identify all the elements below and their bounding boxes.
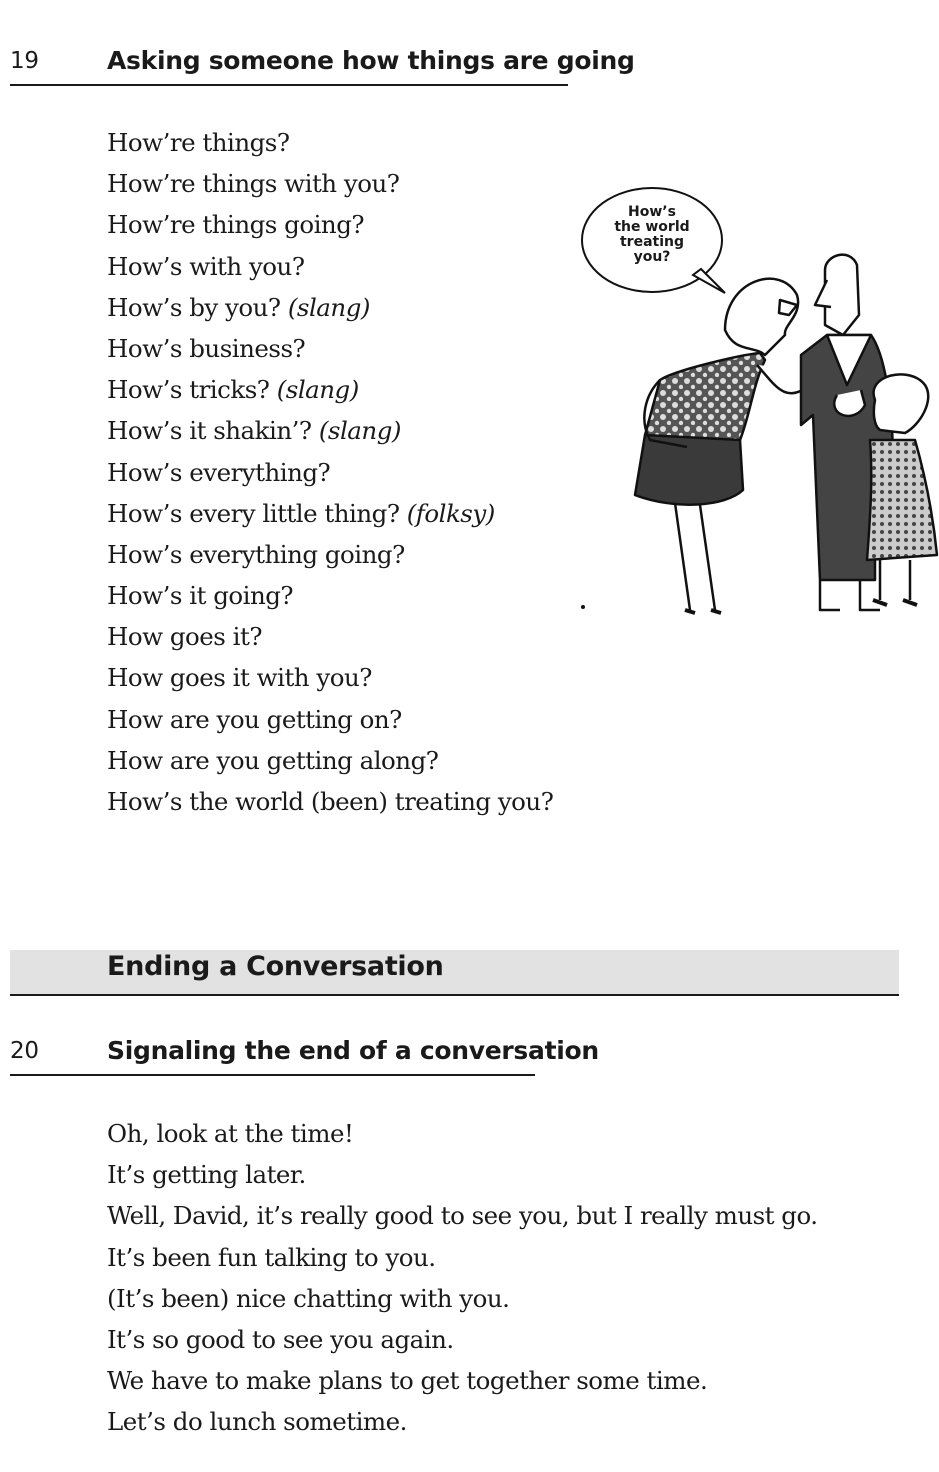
phrase-text: How’s the world (been) treating you? [107, 787, 554, 816]
phrase-item [107, 1360, 818, 1401]
phrase-item [107, 657, 553, 698]
phrase-item [107, 1195, 818, 1236]
phrase-text: Well, David, it’s really good to see you, but I really must go. [107, 1201, 818, 1231]
phrase-text: How’re things? [107, 128, 290, 157]
phrase-text: How’s everything? [107, 457, 331, 487]
phrase-text: Let’s do lunch sometime. [107, 1407, 407, 1437]
phrase-register-note: (slang) [318, 416, 401, 446]
section-20-header [10, 1034, 599, 1076]
phrase-text: We have to make plans to get together some time. [107, 1366, 708, 1396]
phrase-text: How’s every little thing? [107, 498, 407, 528]
phrase-item [107, 204, 553, 245]
phrase-register-note: (slang) [287, 292, 370, 322]
section-title: Asking someone how things are going [107, 46, 635, 75]
phrase-item [107, 163, 553, 204]
phrase-item [107, 740, 553, 781]
phrase-text: How’re things going? [107, 210, 365, 240]
phrase-text: How are you getting along? [107, 745, 439, 775]
phrase-text: How’s tricks? [107, 375, 277, 405]
phrase-item [107, 493, 553, 534]
phrase-text: How goes it? [107, 622, 262, 652]
phrase-item [107, 122, 553, 163]
speech-bubble-line: treating [619, 234, 685, 250]
phrase-text: It’s getting later. [107, 1160, 306, 1190]
phrase-item [107, 410, 553, 451]
phrase-item [107, 1237, 818, 1278]
phrase-item [107, 781, 553, 822]
phrase-text: It’s so good to see you again. [107, 1324, 454, 1354]
section-19-header [10, 44, 635, 86]
phrase-text: How are you getting on? [107, 704, 402, 734]
phrase-text: How’s it going? [107, 581, 294, 611]
section-title: Signaling the end of a conversation [107, 1036, 599, 1065]
phrase-item [107, 699, 553, 740]
phrase-item [107, 246, 553, 287]
phrase-item [107, 1113, 818, 1154]
phrase-text: Oh, look at the time! [107, 1119, 354, 1148]
phrase-text: How’s with you? [107, 251, 305, 281]
speech-bubble-line: you? [633, 249, 671, 265]
phrase-item [107, 1278, 818, 1319]
phrase-text: How goes it with you? [107, 663, 372, 693]
phrase-text: How’s business? [107, 333, 306, 363]
phrase-item [107, 575, 553, 616]
phrase-list [107, 1113, 818, 1443]
phrase-item [107, 369, 553, 410]
phrase-text: (It’s been) nice chatting with you. [107, 1283, 510, 1313]
phrase-register-note: (folksy) [406, 498, 495, 528]
phrase-text: How’s by you? [107, 292, 288, 322]
chapter-title: Ending a Conversation [107, 951, 444, 982]
phrase-item [107, 1401, 818, 1442]
chapter-band [10, 950, 899, 996]
child [867, 374, 937, 605]
woman [635, 279, 815, 613]
phrase-text: How’s everything going? [107, 539, 405, 569]
phrase-item [107, 1154, 818, 1195]
section-number: 20 [10, 1038, 39, 1064]
section-number: 19 [10, 48, 39, 74]
phrase-text: How’s it shakin’? [107, 416, 319, 446]
phrase-register-note: (slang) [276, 375, 359, 405]
phrase-item [107, 452, 553, 493]
phrase-item [107, 1319, 818, 1360]
phrase-text: How’re things with you? [107, 169, 400, 199]
phrase-item [107, 534, 553, 575]
speech-bubble-line: How’s [628, 204, 676, 220]
phrase-item [107, 328, 553, 369]
phrase-text: It’s been fun talking to you. [107, 1242, 436, 1272]
speech-bubble-line: the world [614, 219, 690, 235]
phrase-list [107, 122, 553, 822]
phrase-item [107, 616, 553, 657]
speech-bubble-text [582, 205, 722, 265]
cartoon-illustration [575, 185, 939, 625]
phrase-item [107, 287, 553, 328]
